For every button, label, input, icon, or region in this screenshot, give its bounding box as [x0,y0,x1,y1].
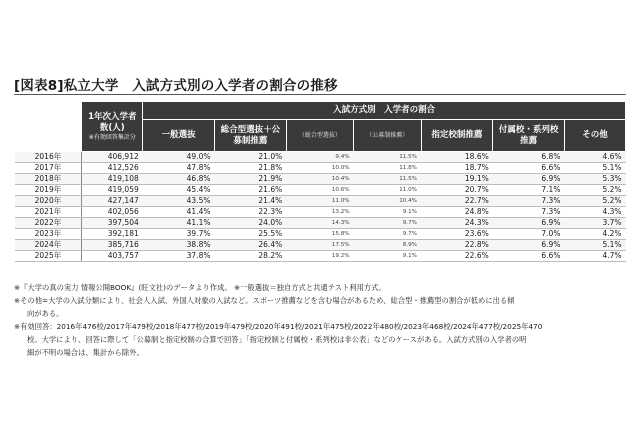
cell-general: 45.4% [143,185,215,196]
cell-fuzoku: 6.9% [493,174,565,185]
cell-combined: 28.2% [214,251,286,262]
header-general: 一般選抜 [143,120,215,152]
cell-sogo: 13.2% [286,207,353,218]
page-title: [図表8]私立大学 入試方式別の入学者の割合の推移 [14,78,338,94]
cell-fuzoku: 6.9% [493,240,565,251]
cell-kobo: 11.5% [354,174,421,185]
table-row [15,174,626,185]
cell-general: 46.8% [143,174,215,185]
cell-general: 39.7% [143,229,215,240]
cell-combined: 21.6% [214,185,286,196]
header-other: その他 [564,120,625,152]
cell-combined: 26.4% [214,240,286,251]
header-sogo: （総合型選抜） [286,120,353,152]
cell-general: 38.8% [143,240,215,251]
note-valid-c: 細が不明の場合は、集計から除外。 [27,348,144,357]
header-group: 入試方式別 入学者の割合 [143,102,626,120]
cell-sogo: 19.2% [286,251,353,262]
header-fuzoku: 付属校・系列校推薦 [493,120,565,152]
cell-n: 392,181 [82,229,143,240]
cell-sogo: 10.0% [286,163,353,174]
cell-shitei: 24.8% [421,207,493,218]
cell-general: 43.5% [143,196,215,207]
cell-fuzoku: 7.0% [493,229,565,240]
cell-combined: 22.3% [214,207,286,218]
cell-year: 2016年 [15,152,82,163]
footnotes [14,281,626,359]
cell-n: 419,059 [82,185,143,196]
cell-sogo: 11.0% [286,196,353,207]
cell-general: 49.0% [143,152,215,163]
cell-shitei: 24.3% [421,218,493,229]
cell-shitei: 18.7% [421,163,493,174]
cell-sogo: 10.6% [286,185,353,196]
cell-year: 2021年 [15,207,82,218]
cell-general: 41.1% [143,218,215,229]
cell-combined: 25.5% [214,229,286,240]
cell-other: 5.3% [564,174,625,185]
cell-year: 2024年 [15,240,82,251]
cell-general: 37.8% [143,251,215,262]
note-source: ※『大学の真の実力 情報公開BOOK』(旺文社)のデータより作成。 ※一般選抜＝独自方式と共通テスト利用方式。 [14,283,386,292]
cell-kobo: 8.9% [354,240,421,251]
admission-table [14,101,626,262]
cell-kobo: 9.1% [354,207,421,218]
cell-fuzoku: 7.3% [493,196,565,207]
table-row [15,185,626,196]
cell-combined: 21.4% [214,196,286,207]
cell-sogo: 9.4% [286,152,353,163]
cell-general: 47.8% [143,163,215,174]
note-valid-b: 校。大学により、回答に際して「公募制と指定校制の合算で回答」「指定校制と付属校・系列校は非公表」などのケースがある。入試方式別の入学者の明 [27,335,527,344]
cell-fuzoku: 6.8% [493,152,565,163]
cell-shitei: 22.8% [421,240,493,251]
cell-year: 2017年 [15,163,82,174]
cell-n: 385,716 [82,240,143,251]
table-row [15,229,626,240]
note-other-b: 向がある。 [27,309,64,318]
header-shitei: 指定校制推薦 [421,120,493,152]
cell-n: 412,526 [82,163,143,174]
cell-fuzoku: 6.6% [493,251,565,262]
cell-year: 2019年 [15,185,82,196]
cell-kobo: 11.8% [354,163,421,174]
cell-other: 4.2% [564,229,625,240]
cell-fuzoku: 7.3% [493,207,565,218]
cell-other: 5.1% [564,240,625,251]
cell-year: 2022年 [15,218,82,229]
table-row [15,152,626,163]
table-row [15,218,626,229]
cell-sogo: 14.3% [286,218,353,229]
cell-kobo: 11.5% [354,152,421,163]
cell-n: 427,147 [82,196,143,207]
cell-shitei: 22.6% [421,251,493,262]
cell-other: 5.2% [564,185,625,196]
note-other-a: ※その他=大学の入試分類により、社会人入試、外国人対象の入試など。スポーツ推薦などを含む場合があるため、総合型・推薦型の割合が低めに出る傾 [14,296,515,305]
cell-kobo: 9.7% [354,229,421,240]
cell-n: 403,757 [82,251,143,262]
cell-combined: 24.0% [214,218,286,229]
cell-other: 4.6% [564,152,625,163]
header-blank [15,102,82,152]
table-row [15,251,626,262]
cell-year: 2020年 [15,196,82,207]
cell-combined: 21.8% [214,163,286,174]
cell-combined: 21.0% [214,152,286,163]
cell-fuzoku: 7.1% [493,185,565,196]
header-enrollment: 1年次入学者数(人) ※有効回答集計分 [82,102,143,152]
cell-combined: 21.9% [214,174,286,185]
cell-year: 2023年 [15,229,82,240]
cell-year: 2025年 [15,251,82,262]
cell-n: 402,056 [82,207,143,218]
cell-fuzoku: 6.6% [493,163,565,174]
cell-year: 2018年 [15,174,82,185]
cell-shitei: 18.6% [421,152,493,163]
cell-other: 4.3% [564,207,625,218]
cell-other: 4.7% [564,251,625,262]
table-row [15,196,626,207]
cell-other: 5.1% [564,163,625,174]
table-row [15,240,626,251]
cell-n: 397,504 [82,218,143,229]
title-underline [14,94,626,95]
cell-kobo: 11.0% [354,185,421,196]
cell-sogo: 10.4% [286,174,353,185]
cell-n: 406,912 [82,152,143,163]
header-kobo: （公募制推薦） [354,120,421,152]
cell-kobo: 9.7% [354,218,421,229]
cell-n: 419,108 [82,174,143,185]
cell-sogo: 15.8% [286,229,353,240]
cell-fuzoku: 6.9% [493,218,565,229]
note-valid-a: ※有効回答：2016年476校/2017年479校/2018年477校/2019年479校/2020年491校/2021年475校/2022年480校/2023年468校/2024年477校/2025年470 [14,322,543,331]
cell-general: 41.4% [143,207,215,218]
cell-kobo: 9.1% [354,251,421,262]
cell-other: 3.7% [564,218,625,229]
cell-kobo: 10.4% [354,196,421,207]
table-row [15,163,626,174]
cell-sogo: 17.5% [286,240,353,251]
cell-shitei: 23.6% [421,229,493,240]
table-row [15,207,626,218]
cell-shitei: 22.7% [421,196,493,207]
header-combined: 総合型選抜＋公募制推薦 [214,120,286,152]
cell-shitei: 20.7% [421,185,493,196]
cell-shitei: 19.1% [421,174,493,185]
cell-other: 5.2% [564,196,625,207]
